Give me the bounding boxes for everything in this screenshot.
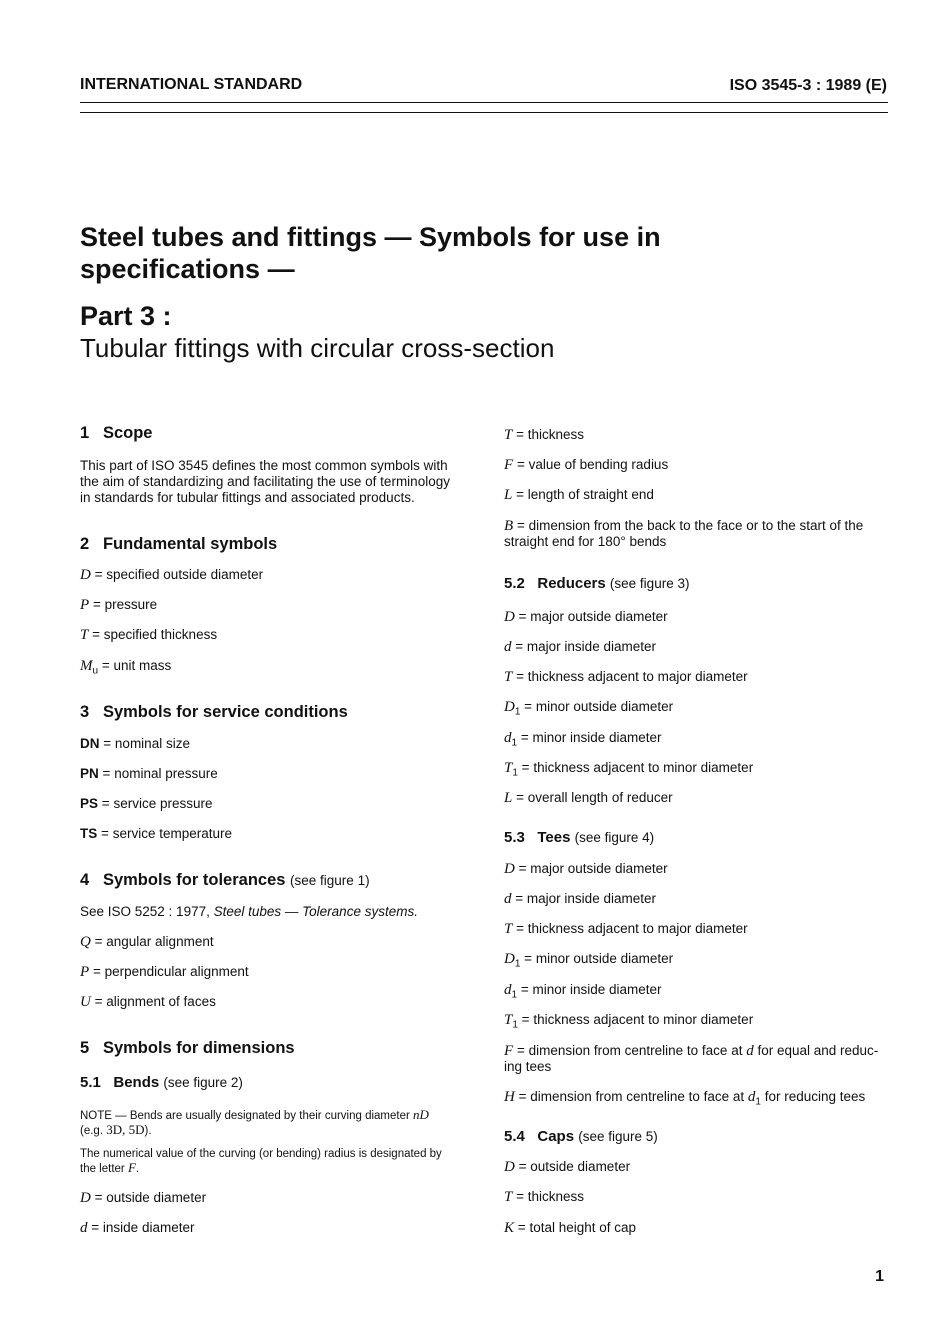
symbol: B	[504, 518, 514, 534]
note-text: the letter	[80, 1163, 128, 1175]
definition: major inside diameter	[526, 639, 656, 654]
equals: =	[515, 639, 524, 654]
definition: perpendicular alignment	[104, 964, 249, 979]
figure-ref: (see figure 2)	[163, 1075, 243, 1090]
symbol-row	[80, 934, 214, 950]
definition: minor inside diameter	[532, 982, 662, 997]
definition: major outside diameter	[530, 609, 668, 624]
see-title: Steel tubes — Tolerance systems.	[213, 904, 418, 919]
equals: =	[102, 766, 111, 781]
definition: dimension from centreline to face at	[530, 1089, 748, 1104]
symbol: D	[504, 1159, 515, 1175]
symbol-row	[80, 658, 171, 680]
symbol-row	[80, 1220, 194, 1236]
subsection-number: 5.2	[504, 575, 525, 592]
equals: =	[101, 826, 109, 841]
section-title: Scope	[102, 424, 153, 442]
symbol-row	[504, 669, 748, 691]
symbol-row	[80, 567, 263, 583]
symbol: P	[80, 964, 90, 980]
section-number: 3	[80, 703, 90, 721]
figure-ref: (see figure 4)	[574, 830, 655, 845]
symbol: U	[80, 994, 91, 1010]
symbol: T	[504, 427, 513, 443]
inline-symbol: d	[747, 1089, 756, 1105]
equals: =	[101, 658, 110, 673]
symbol: d	[504, 982, 512, 998]
symbol: H	[504, 1089, 515, 1105]
subsection-number: 5.3	[504, 829, 525, 846]
symbol-row	[504, 487, 654, 503]
subsection-title: Reducers	[537, 575, 606, 592]
symbol-row	[504, 699, 673, 721]
symbol-row	[504, 518, 894, 550]
symbol: d	[504, 891, 512, 907]
subscript: 1	[511, 989, 518, 1001]
symbol-row	[504, 1220, 636, 1236]
symbol-row	[504, 1189, 584, 1205]
definition: outside diameter	[530, 1159, 631, 1174]
section-3-heading	[80, 703, 348, 722]
subsection-5-4-heading	[504, 1128, 658, 1145]
scope-line-1: This part of ISO 3545 defines the most common symbols with	[80, 458, 448, 473]
definition: overall length of reducer	[527, 790, 673, 805]
symbol: L	[504, 790, 513, 806]
section-number: 4	[80, 871, 90, 889]
definition: thickness adjacent to major diameter	[527, 669, 748, 684]
symbol-row	[80, 994, 216, 1010]
page-number: 1	[875, 1268, 884, 1285]
definition: specified outside diameter	[106, 567, 264, 582]
equals: =	[524, 951, 533, 966]
definition: thickness	[527, 427, 585, 442]
bends-note-2	[80, 1147, 470, 1176]
bends-note-1	[80, 1108, 470, 1138]
note-symbol: nD	[413, 1107, 429, 1122]
subsection-number: 5.4	[504, 1128, 525, 1145]
symbol-row	[504, 609, 668, 631]
section-5-heading	[80, 1039, 295, 1058]
definition: for equal and reduc-	[753, 1043, 879, 1058]
definition: length of straight end	[527, 487, 654, 502]
definition: minor outside diameter	[535, 699, 674, 714]
equals: =	[516, 921, 524, 936]
definition: service pressure	[113, 796, 213, 811]
equals: =	[94, 994, 103, 1009]
section-4-heading	[80, 871, 370, 890]
symbol-row	[504, 457, 668, 473]
definition: major inside diameter	[526, 891, 656, 906]
figure-ref: (see figure 3)	[609, 576, 690, 591]
definition: pressure	[104, 597, 158, 612]
symbol: T	[504, 1012, 513, 1028]
note-symbol: 3D, 5D	[106, 1122, 145, 1137]
header-rule-bottom	[80, 112, 888, 113]
symbol: D	[504, 609, 515, 625]
symbol: D	[80, 1190, 91, 1206]
equals: =	[91, 1220, 100, 1235]
symbol: d	[80, 1220, 88, 1236]
symbol-row	[504, 861, 668, 883]
symbol: T	[504, 669, 513, 685]
definition: for reducing tees	[760, 1089, 866, 1104]
symbol-row	[504, 427, 584, 443]
subscript: 1	[755, 1096, 761, 1108]
definition: dimension from centreline to face at	[528, 1043, 747, 1058]
equals: =	[521, 1012, 530, 1027]
subsection-title: Caps	[537, 1128, 575, 1145]
equals: =	[515, 891, 524, 906]
definition: minor outside diameter	[535, 951, 674, 966]
section-title: Symbols for dimensions	[102, 1039, 295, 1057]
abbr-row	[80, 766, 218, 782]
symbol-row	[504, 1043, 894, 1075]
equals: =	[520, 730, 529, 745]
definition: nominal pressure	[114, 766, 218, 781]
subsection-5-3-heading	[504, 829, 654, 846]
definition: total height of cap	[529, 1220, 637, 1235]
section-number: 2	[80, 535, 90, 553]
definition: service temperature	[112, 826, 232, 841]
abbr-row	[80, 826, 232, 842]
subscript: 1	[512, 1019, 518, 1031]
header-rule-top	[80, 102, 888, 103]
abbreviation: TS	[80, 826, 98, 841]
inline-symbol: d	[746, 1043, 754, 1059]
subsection-5-1-heading	[80, 1074, 243, 1091]
subscript: 1	[512, 767, 518, 779]
definition: thickness	[527, 1189, 585, 1204]
definition: dimension from the back to the face or to the start of the	[528, 518, 864, 533]
section-title: Fundamental symbols	[102, 535, 278, 553]
abbreviation: PN	[80, 766, 99, 781]
symbol: T	[80, 627, 89, 643]
equals: =	[103, 736, 112, 751]
symbol-row	[504, 982, 662, 1004]
see-prefix: See ISO 5252 : 1977,	[80, 904, 214, 919]
equals: =	[521, 760, 530, 775]
equals: =	[101, 796, 110, 811]
symbol-row	[504, 921, 748, 943]
symbol: T	[504, 1189, 513, 1205]
equals: =	[516, 1189, 524, 1204]
section-number: 5	[80, 1039, 90, 1057]
abbreviation: PS	[80, 796, 99, 811]
symbol: P	[80, 597, 90, 613]
abbreviation: DN	[80, 736, 100, 751]
equals: =	[516, 518, 525, 533]
symbol-row	[80, 627, 217, 643]
equals: =	[92, 597, 101, 612]
subscript: 1	[514, 706, 521, 718]
symbol: K	[504, 1220, 515, 1236]
symbol-row	[80, 597, 157, 613]
note-symbol: F	[127, 1160, 136, 1175]
section-2-heading	[80, 535, 277, 554]
definition: thickness adjacent to major diameter	[527, 921, 748, 936]
figure-ref: (see figure 5)	[578, 1129, 658, 1144]
figure-ref: (see figure 1)	[290, 873, 370, 888]
equals: =	[524, 699, 533, 714]
symbol: D	[504, 699, 515, 715]
equals: =	[516, 1043, 525, 1058]
symbol-row	[504, 1012, 753, 1034]
subsection-title: Bends	[113, 1074, 160, 1091]
note-text: ).	[144, 1125, 152, 1137]
definition: thickness adjacent to minor diameter	[533, 760, 754, 775]
subsection-number: 5.1	[80, 1074, 101, 1091]
symbol-row	[80, 964, 249, 980]
equals: =	[516, 790, 524, 805]
symbol: d	[504, 639, 512, 655]
abbr-row	[80, 736, 190, 752]
subscript: 1	[511, 737, 518, 749]
symbol: D	[504, 861, 515, 877]
equals: =	[516, 427, 524, 442]
definition-continued: ing tees	[504, 1059, 552, 1074]
title-line-2: specifications —	[80, 254, 295, 284]
equals: =	[518, 609, 527, 624]
equals: =	[518, 1159, 527, 1174]
symbol: F	[504, 457, 514, 473]
subsection-title: Tees	[537, 829, 571, 846]
header-left: INTERNATIONAL STANDARD	[80, 76, 303, 93]
subscript: u	[92, 665, 99, 677]
equals: =	[518, 1089, 527, 1104]
header-right: ISO 3545-3 : 1989 (E)	[729, 77, 887, 94]
part-label: Part 3 :	[80, 301, 172, 331]
symbol: d	[504, 730, 512, 746]
equals: =	[94, 934, 103, 949]
definition: specified thickness	[103, 627, 218, 642]
symbol-row	[504, 951, 673, 973]
definition: minor inside diameter	[532, 730, 662, 745]
equals: =	[516, 669, 524, 684]
definition-continued: straight end for 180° bends	[504, 534, 667, 549]
equals: =	[516, 457, 525, 472]
subscript: 1	[514, 958, 521, 970]
definition: nominal size	[114, 736, 190, 751]
symbol: F	[504, 1043, 514, 1059]
equals: =	[516, 487, 524, 502]
abbr-row	[80, 796, 212, 812]
section-title: Symbols for service conditions	[102, 703, 348, 721]
symbol: T	[504, 760, 513, 776]
subsection-5-2-heading	[504, 575, 689, 592]
symbol: T	[504, 921, 513, 937]
note-text: NOTE — Bends are usually designated by their curving diameter	[80, 1110, 414, 1122]
section-title: Symbols for tolerances	[102, 871, 286, 889]
symbol-row	[504, 760, 753, 782]
symbol-row	[504, 790, 673, 812]
section-1-heading	[80, 424, 152, 443]
definition: angular alignment	[106, 934, 214, 949]
equals: =	[94, 1190, 103, 1205]
symbol: D	[504, 951, 515, 967]
symbol: Q	[80, 934, 91, 950]
equals: =	[92, 627, 100, 642]
subtitle: Tubular fittings with circular cross-section	[80, 333, 555, 363]
definition: thickness adjacent to minor diameter	[533, 1012, 754, 1027]
equals: =	[94, 567, 103, 582]
symbol-row	[504, 730, 662, 752]
equals: =	[517, 1220, 526, 1235]
symbol: D	[80, 567, 91, 583]
symbol: M	[80, 658, 93, 674]
section-number: 1	[80, 424, 90, 442]
equals: =	[92, 964, 101, 979]
equals: =	[520, 982, 529, 997]
symbol-row	[504, 891, 656, 913]
note-text: .	[135, 1163, 140, 1175]
definition: inside diameter	[102, 1220, 195, 1235]
note-text: The numerical value of the curving (or bending) radius is designated by	[80, 1148, 442, 1160]
symbol-row	[504, 1159, 630, 1175]
definition: value of bending radius	[528, 457, 669, 472]
symbol: L	[504, 487, 513, 503]
definition: alignment of faces	[106, 994, 216, 1009]
symbol-row	[504, 639, 656, 661]
note-text: (e.g.	[80, 1125, 107, 1137]
scope-line-3: in standards for tubular fittings and associated products.	[80, 490, 415, 505]
see-reference	[80, 904, 418, 920]
scope-line-2: the aim of standardizing and facilitating the use of terminology	[80, 474, 450, 489]
definition: unit mass	[113, 658, 172, 673]
definition: major outside diameter	[530, 861, 668, 876]
definition: outside diameter	[106, 1190, 207, 1205]
scope-text	[80, 458, 450, 506]
equals: =	[518, 861, 527, 876]
title-line-1: Steel tubes and fittings — Symbols for use in	[80, 222, 661, 252]
symbol-row	[504, 1089, 865, 1111]
symbol-row	[80, 1190, 206, 1206]
